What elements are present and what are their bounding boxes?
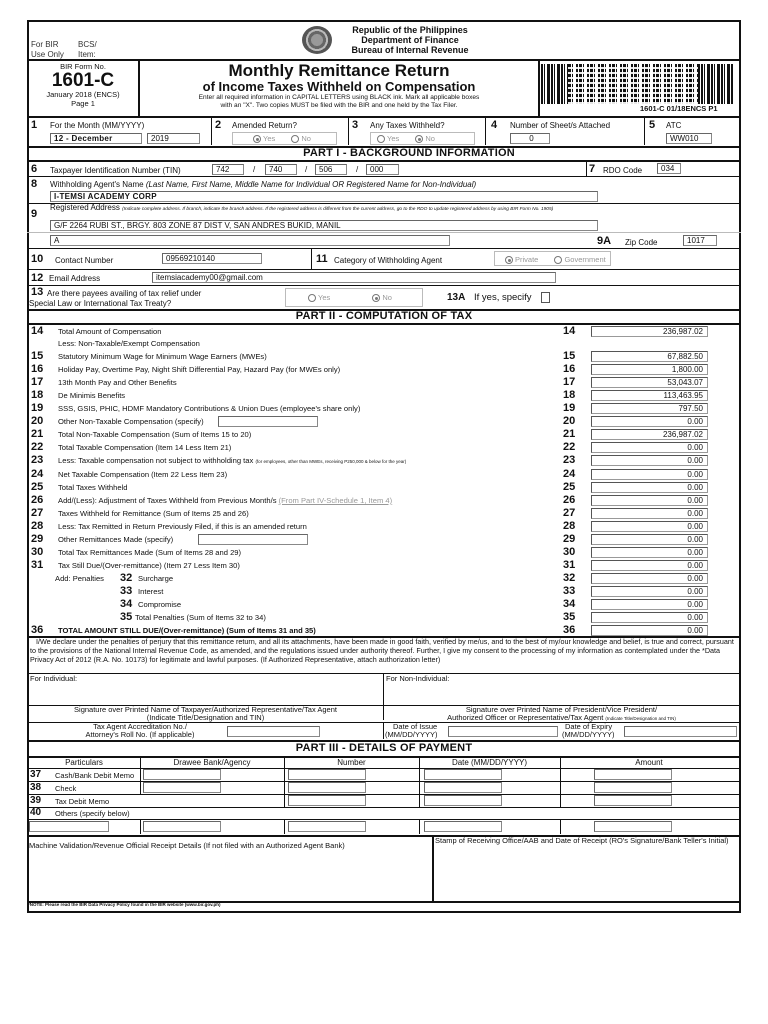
row-label: Total Penalties (Sum of Items 32 to 34) xyxy=(135,613,266,622)
date-field-38[interactable] xyxy=(424,782,502,793)
amount-field-38[interactable] xyxy=(594,782,672,793)
individual-signature-area[interactable] xyxy=(30,685,380,705)
item-number: 24 xyxy=(31,468,44,480)
item-number: 15 xyxy=(563,350,576,362)
row-label: Other Remittances Made (specify) xyxy=(58,535,174,544)
row-label: Surcharge xyxy=(138,574,174,583)
item-number: 34 xyxy=(563,598,576,610)
accreditation-field[interactable] xyxy=(227,726,320,737)
date-expiry-field[interactable] xyxy=(624,726,737,737)
tin-separator: / xyxy=(253,165,256,174)
divider xyxy=(419,768,420,807)
item-number: 5 xyxy=(649,119,656,131)
zip-code-field[interactable]: 1017 xyxy=(683,235,717,246)
divider xyxy=(485,117,486,145)
item-number: 38 xyxy=(30,782,42,793)
item-number: 17 xyxy=(563,376,576,388)
month-field[interactable]: 12 - December xyxy=(50,133,142,144)
divider xyxy=(586,161,587,176)
schedule-link[interactable]: (From Part IV-Schedule 1, Item 4) xyxy=(278,496,393,505)
divider xyxy=(284,819,285,834)
divider xyxy=(27,232,741,233)
item-number: 18 xyxy=(31,389,44,401)
tin-separator: / xyxy=(356,165,359,174)
item-number: 9 xyxy=(31,208,38,220)
address-line-1-field[interactable]: G/F 2264 RUBI ST., BRGY. 803 ZONE 87 DIST V, SAN ANDRES BUKID, MANIL xyxy=(50,220,598,231)
item-number: 29 xyxy=(31,533,44,545)
item-number: 37 xyxy=(30,769,42,780)
item-number: 22 xyxy=(31,441,44,453)
divider xyxy=(27,160,741,162)
tin-label: Taxpayer Identification Number (TIN) xyxy=(50,166,181,175)
row-label: Compromise xyxy=(138,600,182,609)
item-number: 26 xyxy=(31,494,44,506)
tax-relief-yes-radio[interactable] xyxy=(308,294,316,302)
item-number: 14 xyxy=(31,325,44,337)
private-radio[interactable] xyxy=(505,256,513,264)
row-label: Other Non-Taxable Compensation (specify) xyxy=(58,417,204,426)
sheets-attached-field[interactable]: 0 xyxy=(510,133,550,144)
bank-field-37[interactable] xyxy=(143,769,221,780)
number-field-39[interactable] xyxy=(288,795,366,806)
amount-field-17[interactable]: 53,043.07 xyxy=(591,377,708,388)
zip-code-label: Zip Code xyxy=(625,238,658,247)
divider xyxy=(419,757,420,768)
divider xyxy=(348,117,349,145)
item-number: 34 xyxy=(120,598,133,610)
item-number: 28 xyxy=(563,520,576,532)
date-expiry-label: Date of Expiry (MM/DD/YYYY) xyxy=(562,722,615,739)
item-number: 4 xyxy=(491,119,498,131)
rdo-code-field[interactable]: 034 xyxy=(657,163,681,174)
item-number: 30 xyxy=(31,546,44,558)
row-label: Tax Still Due/(Over-remittance) (Item 27 Less Item 30) xyxy=(58,561,240,570)
individual-signature-caption: Signature over Printed Name of Taxpayer/Authorized Representative/Tax Agent (Indicate Title/Designation and TIN) xyxy=(74,705,337,722)
divider xyxy=(311,249,312,269)
others-specify-field[interactable] xyxy=(29,821,109,832)
payment-row-label: Cash/Bank Debit Memo xyxy=(55,771,135,780)
divider xyxy=(419,819,420,834)
tax-relief-label-2: Special Law or International Tax Treaty? xyxy=(29,299,172,308)
item-number: 40 xyxy=(30,807,42,818)
item-number: 31 xyxy=(31,559,44,571)
less-label: Less: Non-Taxable/Exempt Compensation xyxy=(58,339,200,348)
tin-part-2[interactable]: 740 xyxy=(265,164,297,175)
column-header: Particulars xyxy=(65,758,103,767)
item-number: 12 xyxy=(31,272,44,284)
amended-return-radio-group xyxy=(232,132,337,145)
specify-label: If yes, specify xyxy=(474,292,532,303)
divider xyxy=(644,117,645,145)
divider xyxy=(27,176,741,177)
amount-field-16[interactable]: 1,800.00 xyxy=(591,364,708,375)
amount-field-27[interactable]: 0.00 xyxy=(591,508,708,519)
tax-relief-radio-group xyxy=(285,288,423,307)
row-label: Interest xyxy=(138,587,164,596)
row-label: Add/(Less): Adjustment of Taxes Withheld from Previous Month/s (From Part IV-Schedule 1, Item 4) xyxy=(58,496,393,505)
item-number: 28 xyxy=(31,520,44,532)
row-label: De Minimis Benefits xyxy=(58,391,126,400)
atc-field[interactable]: WW010 xyxy=(666,133,712,144)
atc-label: ATC xyxy=(666,121,682,130)
for-individual-label: For Individual: xyxy=(30,674,78,683)
barcode-caption: 1601-C 01/18ENCS P1 xyxy=(640,104,718,113)
divider xyxy=(140,768,141,794)
sheets-attached-label: Number of Sheet/s Attached xyxy=(510,121,611,130)
non-individual-signature-area[interactable] xyxy=(386,685,736,705)
number-field-37[interactable] xyxy=(288,769,366,780)
form-title: Monthly Remittance Return xyxy=(228,61,450,80)
amount-field-34[interactable]: 0.00 xyxy=(591,599,708,610)
amount-field-25[interactable]: 0.00 xyxy=(591,482,708,493)
amount-field-21[interactable]: 236,987.02 xyxy=(591,429,708,440)
divider xyxy=(140,757,141,768)
for-non-individual-label: For Non-Individual: xyxy=(386,674,450,683)
amount-field-32[interactable]: 0.00 xyxy=(591,573,708,584)
divider xyxy=(560,757,561,768)
divider xyxy=(27,269,741,270)
bank-field-38[interactable] xyxy=(143,782,221,793)
stamp-label: Stamp of Receiving Office/AAB and Date of Receipt (RO's Signature/Bank Teller's Initial) xyxy=(435,836,729,845)
divider xyxy=(383,722,384,739)
radio-label: No xyxy=(382,293,392,302)
item-number: 24 xyxy=(563,468,576,480)
email-label: Email Address xyxy=(49,274,101,283)
date-issue-label: Date of Issue (MM/DD/YYYY) xyxy=(385,722,438,739)
item-number: 19 xyxy=(563,402,576,414)
amended-yes-radio[interactable] xyxy=(253,135,261,143)
for-bir-label: For BIR Use Only xyxy=(31,40,64,59)
taxes-withheld-label: Any Taxes Withheld? xyxy=(370,121,445,130)
item-number: 30 xyxy=(563,546,576,558)
row-label: Total Tax Remittances Made (Sum of Items 28 and 29) xyxy=(58,548,242,557)
item-number: 17 xyxy=(31,376,44,388)
amount-field-33[interactable]: 0.00 xyxy=(591,586,708,597)
item-number: 20 xyxy=(563,415,576,427)
divider xyxy=(432,836,434,902)
item-number: 27 xyxy=(563,507,576,519)
agent-category-radio-group xyxy=(494,251,611,266)
amount-field-29[interactable]: 0.00 xyxy=(591,534,708,545)
address-line-2-field[interactable]: A xyxy=(50,235,450,246)
declaration-text: I/We declare under the penalties of perjury that this remittance return, and all its attachments, have been made in good faith, verified by me/us, and to the best of my/our knowledge and belief, is true and correct, pursuant to the provisions of the National Internal Revenue Code, as amended, and the regulations issued under authority thereof. Further, I give my consent to the processing of my information as contemplated under the *Data Privacy Act of 2012 (R.A. No. 10173) for legitimate and lawful purposes. (If Authorized Representative, attach authorization letter) xyxy=(30,637,734,664)
radio-label: Government xyxy=(564,255,606,264)
row-label: Net Taxable Compensation (Item 22 Less Item 23) xyxy=(58,470,228,479)
amount-field-15[interactable]: 67,882.50 xyxy=(591,351,708,362)
agent-name-label: Withholding Agent's Name (Last Name, First Name, Middle Name for Individual OR Registered Name for Non-Individual) xyxy=(50,180,477,189)
date-field-40[interactable] xyxy=(424,821,502,832)
amount-field-40[interactable] xyxy=(594,821,672,832)
item-number: 35 xyxy=(120,611,133,623)
item-number: 35 xyxy=(563,611,576,623)
item-number: 9A xyxy=(597,235,612,247)
row-label: Total Taxes Withheld xyxy=(58,483,128,492)
divider xyxy=(27,285,741,286)
bcs-item-label: BCS/ Item: xyxy=(78,40,97,59)
item-number: 23 xyxy=(31,454,44,466)
date-field-37[interactable] xyxy=(424,769,502,780)
item-number: 7 xyxy=(589,163,596,175)
row-label: Less: Tax Remitted in Return Previously Filed, if this is an amended return xyxy=(58,522,307,531)
row-label: SSS, GSIS, PHIC, HDMF Mandatory Contributions & Union Dues (employee's share only) xyxy=(58,404,361,413)
row-label: Total Amount of Compensation xyxy=(58,327,162,336)
amount-field-23[interactable]: 0.00 xyxy=(591,455,708,466)
item-number: 3 xyxy=(352,119,359,131)
form-number-block: BIR Form No. 1601-C January 2018 (ENCS) Page 1 xyxy=(28,62,138,108)
other-remittances-specify-field[interactable] xyxy=(198,534,308,545)
part2-title: PART II - COMPUTATION OF TAX xyxy=(295,310,473,322)
amount-field-18[interactable]: 113,463.95 xyxy=(591,390,708,401)
radio-label: No xyxy=(301,134,311,143)
amount-field-22[interactable]: 0.00 xyxy=(591,442,708,453)
agency-header: Republic of the Philippines Department of Finance Bureau of Internal Revenue xyxy=(351,25,469,55)
amount-field-14[interactable]: 236,987.02 xyxy=(591,326,708,337)
item-number: 33 xyxy=(120,585,133,597)
amount-field-28[interactable]: 0.00 xyxy=(591,521,708,532)
amount-field-30[interactable]: 0.00 xyxy=(591,547,708,558)
number-field-40[interactable] xyxy=(288,821,366,832)
payment-row-label: Check xyxy=(55,784,77,793)
item-number: 32 xyxy=(120,572,133,584)
radio-label: Yes xyxy=(387,134,400,143)
bir-seal-icon xyxy=(302,26,332,54)
item-number: 20 xyxy=(31,415,44,427)
item-number: 39 xyxy=(30,795,42,806)
item-number: 29 xyxy=(563,533,576,545)
row-label: Total Taxable Compensation (Item 14 Less Item 21) xyxy=(58,443,232,452)
item-number: 33 xyxy=(563,585,576,597)
item-number: 26 xyxy=(563,494,576,506)
item-number: 10 xyxy=(31,253,44,265)
item-number: 19 xyxy=(31,402,44,414)
item-number: 31 xyxy=(563,559,576,571)
divider xyxy=(27,807,741,808)
amount-field-36[interactable]: 0.00 xyxy=(591,625,708,636)
row-label: Holiday Pay, Overtime Pay, Night Shift Differential Pay, Hazard Pay (for MWEs only) xyxy=(58,365,341,374)
item-number: 16 xyxy=(31,363,44,375)
divider xyxy=(284,757,285,768)
column-header: Drawee Bank/Agency xyxy=(173,758,251,767)
email-field[interactable]: itemsiacademy00@gmail.com xyxy=(152,272,556,283)
other-nontaxable-specify-field[interactable] xyxy=(218,416,318,427)
radio-label: Yes xyxy=(318,293,331,302)
amount-field-37[interactable] xyxy=(594,769,672,780)
rdo-code-label: RDO Code xyxy=(603,166,643,175)
row-label: 13th Month Pay and Other Benefits xyxy=(58,378,177,387)
row-label: Taxes Withheld for Remittance (Sum of Items 25 and 26) xyxy=(58,509,249,518)
tax-relief-label: Are there payees availing of tax relief under xyxy=(47,289,202,298)
row-label: TOTAL AMOUNT STILL DUE/(Over-remittance) (Sum of Items 31 and 35) xyxy=(58,626,316,635)
row-label: Statutory Minimum Wage for Minimum Wage Earners (MWEs) xyxy=(58,352,267,361)
amended-no-radio[interactable] xyxy=(291,135,299,143)
tin-part-4[interactable]: 000 xyxy=(366,164,399,175)
month-label: For the Month (MM/YYYY) xyxy=(50,121,145,130)
amount-field-31[interactable]: 0.00 xyxy=(591,560,708,571)
tin-part-1[interactable]: 742 xyxy=(212,164,244,175)
divider xyxy=(560,768,561,807)
column-header: Amount xyxy=(635,758,663,767)
column-header: Number xyxy=(337,758,366,767)
item-number: 25 xyxy=(563,481,576,493)
item-number: 1 xyxy=(31,119,38,131)
specify-checkbox[interactable] xyxy=(541,292,550,303)
item-number: 36 xyxy=(31,624,44,636)
taxes-withheld-radio-group xyxy=(370,132,475,145)
item-number: 22 xyxy=(563,441,576,453)
divider xyxy=(27,323,741,325)
year-field[interactable]: 2019 xyxy=(147,133,200,144)
payment-row-label: Others (specify below) xyxy=(55,809,130,818)
item-number: 21 xyxy=(563,428,576,440)
item-number: 14 xyxy=(563,325,576,337)
form-subtitle: of Income Taxes Withheld on Compensation xyxy=(202,79,476,94)
barcode-icon xyxy=(541,64,733,104)
accreditation-label: Tax Agent Accreditation No./ Attorney's Roll No. (If applicable) xyxy=(85,722,195,739)
payment-row-label: Tax Debit Memo xyxy=(55,797,110,806)
date-field-39[interactable] xyxy=(424,795,502,806)
form-number: 1601-C xyxy=(51,70,115,91)
divider xyxy=(211,117,212,145)
divider xyxy=(27,673,741,674)
withheld-yes-radio[interactable] xyxy=(377,135,385,143)
item-number: 27 xyxy=(31,507,44,519)
date-issue-field[interactable] xyxy=(448,726,558,737)
divider xyxy=(27,819,741,820)
row-label: Less: Taxable compensation not subject to withholding tax (for employees, other than MWEs, receiving P250,000 & below for the year) xyxy=(58,456,407,465)
tin-separator: / xyxy=(305,165,308,174)
withheld-no-radio[interactable] xyxy=(415,135,423,143)
item-number: 13A xyxy=(447,292,466,303)
item-number: 23 xyxy=(563,454,576,466)
radio-label: No xyxy=(425,134,435,143)
amount-field-20[interactable]: 0.00 xyxy=(591,416,708,427)
contact-number-field[interactable]: 09569210140 xyxy=(162,253,262,264)
privacy-note: *NOTE: Please read the BIR Data Privacy Policy found in the BIR website (www.bir.gov.ph) xyxy=(28,902,221,907)
tin-part-3[interactable]: 506 xyxy=(315,164,347,175)
item-number: 2 xyxy=(215,119,222,131)
item-number: 32 xyxy=(563,572,576,584)
machine-validation-label: Machine Validation/Revenue Official Receipt Details (If not filed with an Authorized Agent Bank) xyxy=(29,841,345,850)
divider xyxy=(560,819,561,834)
item-number: 25 xyxy=(31,481,44,493)
radio-label: Yes xyxy=(263,134,276,143)
address-label: Registered Address (Indicate complete address. If branch, indicate the branch address. If the registered address is different from the current address, go to the RDO to update registered address by using BIR Form No. 1905) xyxy=(50,203,554,212)
divider xyxy=(538,60,540,116)
row-label: Total Non-Taxable Compensation (Sum of Items 15 to 20) xyxy=(58,430,252,439)
bank-field-40[interactable] xyxy=(143,821,221,832)
part3-title: PART III - DETAILS OF PAYMENT xyxy=(295,742,473,754)
item-number: 11 xyxy=(316,253,328,265)
part1-title: PART I - BACKGROUND INFORMATION xyxy=(303,147,515,159)
item-number: 6 xyxy=(31,163,38,175)
divider xyxy=(140,819,141,834)
item-number: 36 xyxy=(563,624,576,636)
item-number: 16 xyxy=(563,363,576,375)
divider xyxy=(27,248,741,249)
item-number: 15 xyxy=(31,350,44,362)
government-radio[interactable] xyxy=(554,256,562,264)
amount-field-35[interactable]: 0.00 xyxy=(591,612,708,623)
divider xyxy=(284,768,285,807)
item-number: 18 xyxy=(563,389,576,401)
tax-relief-no-radio[interactable] xyxy=(372,294,380,302)
item-number: 13 xyxy=(31,286,44,298)
radio-label: Private xyxy=(515,255,539,264)
number-field-38[interactable] xyxy=(288,782,366,793)
non-individual-signature-caption: Signature over Printed Name of President/Vice President/ Authorized Officer or Representative/Tax Agent (Indicate Title/Designation and TIN) xyxy=(447,705,676,722)
divider xyxy=(27,116,741,118)
item-number: 21 xyxy=(31,428,44,440)
amount-field-19[interactable]: 797.50 xyxy=(591,403,708,414)
agent-name-field[interactable]: I-TEMSI ACADEMY CORP xyxy=(50,191,598,202)
agent-category-label: Category of Withholding Agent xyxy=(334,256,443,265)
amount-field-24[interactable]: 0.00 xyxy=(591,469,708,480)
amended-return-label: Amended Return? xyxy=(232,121,297,130)
contact-number-label: Contact Number xyxy=(55,256,114,265)
amount-field-39[interactable] xyxy=(594,795,672,806)
add-penalties-label: Add: Penalties xyxy=(55,574,104,583)
column-header: Date (MM/DD/YYYY) xyxy=(451,758,528,767)
form-title-block: Monthly Remittance Return of Income Taxes Withheld on Compensation Enter all required information in CAPITAL LETTERS using BLACK ink. Mark all applicable boxes with an "X". Two copies MUST be filed with the BIR and one held by the Tax Filer. xyxy=(140,62,538,110)
amount-field-26[interactable]: 0.00 xyxy=(591,495,708,506)
item-number: 8 xyxy=(31,178,38,190)
